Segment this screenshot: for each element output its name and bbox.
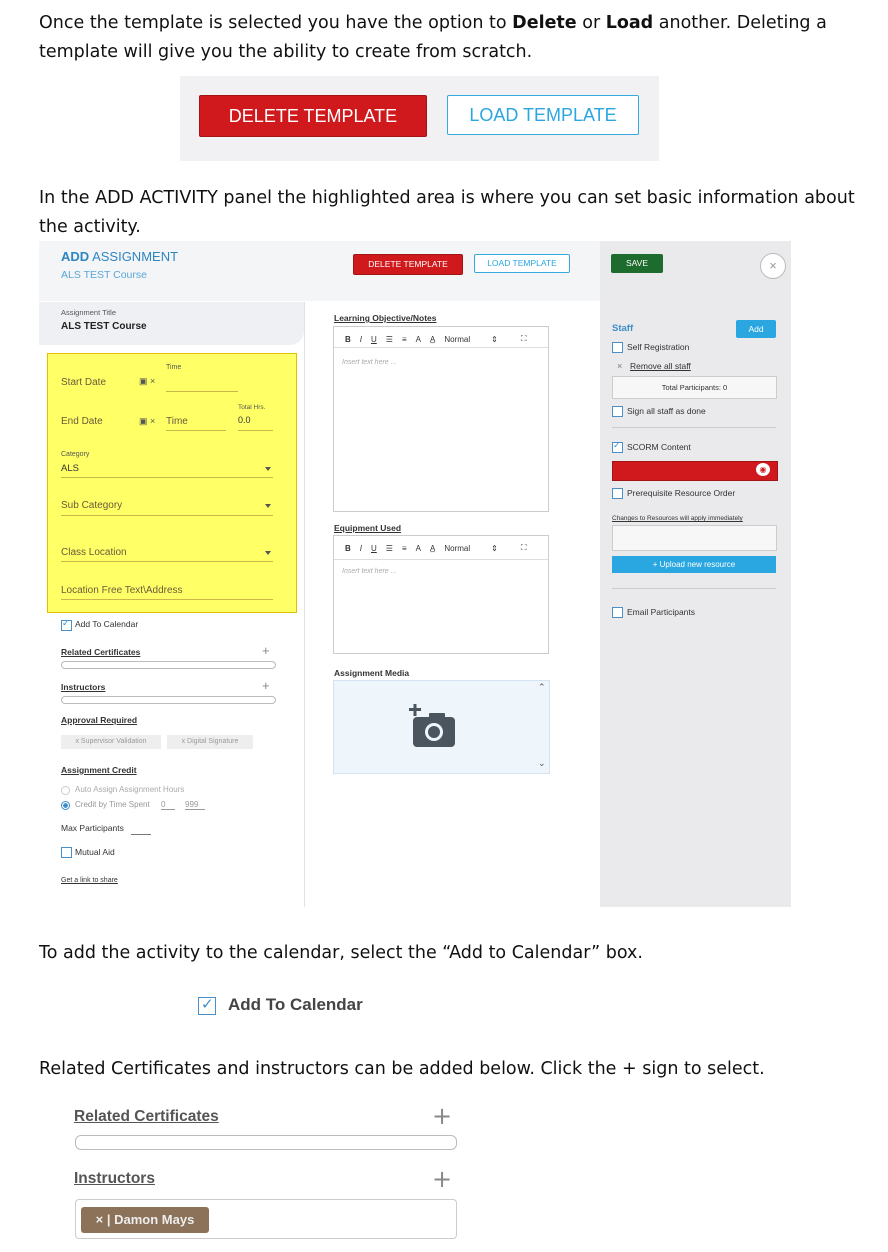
category-value[interactable]: ALS: [61, 463, 79, 474]
auto-assign-radio[interactable]: [61, 786, 70, 795]
class-location-underline: [61, 561, 273, 562]
self-registration-checkbox[interactable]: [612, 342, 623, 353]
learning-objective-placeholder: Insert text here ...: [342, 359, 397, 366]
right-divider: [612, 588, 776, 589]
equipment-used-toolbar[interactable]: B I U ☰ ≡ A A̲ Normal ⇕ ⛶: [345, 543, 527, 553]
column-divider: [304, 302, 305, 907]
total-participants-box: Total Participants: 0: [612, 376, 777, 399]
category-underline: [61, 477, 273, 478]
credit-by-time-label: Credit by Time Spent: [75, 800, 150, 809]
time-label: Time: [166, 364, 182, 371]
approval-required-label: Approval Required: [61, 715, 138, 725]
credit-max-field[interactable]: 999: [185, 800, 205, 810]
add-to-calendar-paragraph: To add the activity to the calendar, select the “Add to Calendar” box.: [39, 943, 643, 963]
instructor-chip[interactable]: × | Damon Mays: [81, 1207, 209, 1233]
load-template-button[interactable]: LOAD TEMPLATE: [447, 95, 639, 135]
learning-objective-toolbar[interactable]: B I U ☰ ≡ A A̲ Normal ⇕ ⛶: [345, 334, 527, 344]
class-location-dropdown-icon[interactable]: [265, 551, 271, 555]
sub-category-underline: [61, 515, 273, 516]
end-date-calendar-icon[interactable]: ▣ ×: [139, 416, 156, 426]
max-participants-field[interactable]: [131, 834, 151, 835]
add-to-calendar-checkbox[interactable]: [61, 620, 72, 631]
intro-paragraph: Once the template is selected you have the option to Delete or Load another. Deleting a template will give you the ability to create from scratch.: [39, 13, 827, 62]
class-location-field[interactable]: Class Location: [61, 547, 127, 558]
scroll-up-icon[interactable]: ⌃: [538, 682, 546, 692]
category-label: Category: [61, 451, 90, 458]
email-participants-label: Email Participants: [627, 607, 696, 617]
resource-field[interactable]: [612, 525, 777, 551]
staff-label: Staff: [612, 323, 634, 334]
start-date-calendar-icon[interactable]: ▣ ×: [139, 376, 156, 386]
scorm-content-label: SCORM Content: [627, 442, 691, 452]
close-icon[interactable]: ×: [760, 253, 786, 279]
add-staff-button[interactable]: Add: [736, 320, 776, 338]
zoom-related-certificates-field[interactable]: [75, 1135, 457, 1150]
location-free-text-field[interactable]: Location Free Text\Address: [61, 585, 183, 596]
scroll-down-icon[interactable]: ⌄: [538, 758, 546, 768]
auto-assign-label: Auto Assign Assignment Hours: [75, 785, 185, 794]
changes-notice: Changes to Resources will apply immediately: [612, 515, 743, 522]
assignment-media-label: Assignment Media: [334, 668, 410, 678]
instructors-add-icon[interactable]: +: [262, 678, 270, 693]
prerequisite-label: Prerequisite Resource Order: [627, 488, 736, 498]
total-hrs-underline: [238, 430, 273, 431]
certificates-instructors-paragraph: Related Certificates and instructors can be added below. Click the + sign to select.: [39, 1059, 765, 1079]
add-to-calendar-label: Add To Calendar: [75, 619, 139, 629]
scorm-content-checkbox[interactable]: [612, 442, 623, 453]
remove-all-staff-link[interactable]: Remove all staff: [630, 361, 691, 371]
equipment-used-label: Equipment Used: [334, 523, 402, 533]
toolbar-divider: [334, 559, 548, 560]
credit-min-field[interactable]: 0: [161, 800, 175, 810]
supervisor-validation-chip[interactable]: x Supervisor Validation: [61, 735, 161, 749]
panel-title: ADD ASSIGNMENT: [61, 249, 179, 264]
prerequisite-checkbox[interactable]: [612, 488, 623, 499]
remove-all-staff-icon[interactable]: ×: [617, 361, 623, 371]
email-participants-checkbox[interactable]: [612, 607, 623, 618]
right-divider: [612, 427, 776, 428]
end-time-field[interactable]: Time: [166, 416, 188, 427]
eye-icon[interactable]: ◉: [756, 463, 770, 476]
equipment-used-placeholder: Insert text here ...: [342, 568, 397, 575]
instructors-label: Instructors: [61, 682, 106, 692]
panel-load-template-button[interactable]: LOAD TEMPLATE: [474, 254, 570, 273]
total-hrs-label: Total Hrs.: [238, 404, 266, 411]
total-hrs-value: 0.0: [238, 415, 251, 425]
basic-info-highlight: [47, 353, 297, 613]
get-link-to-share[interactable]: Get a link to share: [61, 877, 118, 884]
location-free-text-underline: [61, 599, 273, 600]
add-assignment-panel: [39, 241, 791, 907]
assignment-title-label: Assignment Title: [61, 308, 117, 317]
add-activity-paragraph: In the ADD ACTIVITY panel the highlighted area is where you can set basic information about the activity.: [39, 188, 855, 237]
assignment-credit-label: Assignment Credit: [61, 765, 137, 775]
toolbar-divider: [334, 347, 548, 348]
max-participants-label: Max Participants: [61, 823, 124, 833]
right-column: [600, 241, 791, 907]
panel-subtitle: ALS TEST Course: [61, 269, 147, 281]
related-certificates-add-icon[interactable]: +: [262, 643, 270, 658]
sign-all-staff-label: Sign all staff as done: [627, 406, 706, 416]
zoom-related-certificates-label: Related Certificates: [74, 1108, 219, 1125]
mutual-aid-label: Mutual Aid: [75, 847, 115, 857]
learning-objective-editor[interactable]: [333, 326, 549, 512]
upload-new-resource-button[interactable]: + Upload new resource: [612, 556, 776, 573]
sub-category-dropdown-icon[interactable]: [265, 504, 271, 508]
zoom-add-to-calendar-label: Add To Calendar: [228, 995, 363, 1014]
category-dropdown-icon[interactable]: [265, 467, 271, 471]
digital-signature-chip[interactable]: x Digital Signature: [167, 735, 253, 749]
instructors-field[interactable]: [61, 696, 276, 704]
delete-template-button[interactable]: DELETE TEMPLATE: [199, 95, 427, 137]
mutual-aid-checkbox[interactable]: [61, 847, 72, 858]
credit-by-time-radio[interactable]: [61, 801, 70, 810]
sub-category-field[interactable]: Sub Category: [61, 500, 123, 511]
add-photo-icon[interactable]: [409, 704, 457, 748]
save-button[interactable]: SAVE: [611, 254, 663, 273]
panel-delete-template-button[interactable]: DELETE TEMPLATE: [353, 254, 463, 275]
learning-objective-label: Learning Objective/Notes: [334, 313, 437, 323]
zoom-related-certificates-add-icon[interactable]: +: [432, 1102, 453, 1130]
start-time-field[interactable]: [166, 391, 238, 392]
self-registration-label: Self Registration: [627, 342, 690, 352]
end-time-underline: [166, 430, 226, 431]
start-date-label: Start Date: [61, 377, 107, 388]
sign-all-staff-checkbox[interactable]: [612, 406, 623, 417]
zoom-instructors-label: Instructors: [74, 1170, 155, 1187]
end-date-label: End Date: [61, 416, 103, 427]
related-certificates-field[interactable]: [61, 661, 276, 669]
assignment-title-value[interactable]: ALS TEST Course: [61, 321, 147, 332]
zoom-instructors-add-icon[interactable]: +: [432, 1165, 453, 1193]
zoom-add-to-calendar-checkbox[interactable]: ✓: [198, 997, 216, 1015]
related-certificates-label: Related Certificates: [61, 647, 141, 657]
scorm-content-field[interactable]: [612, 461, 778, 481]
